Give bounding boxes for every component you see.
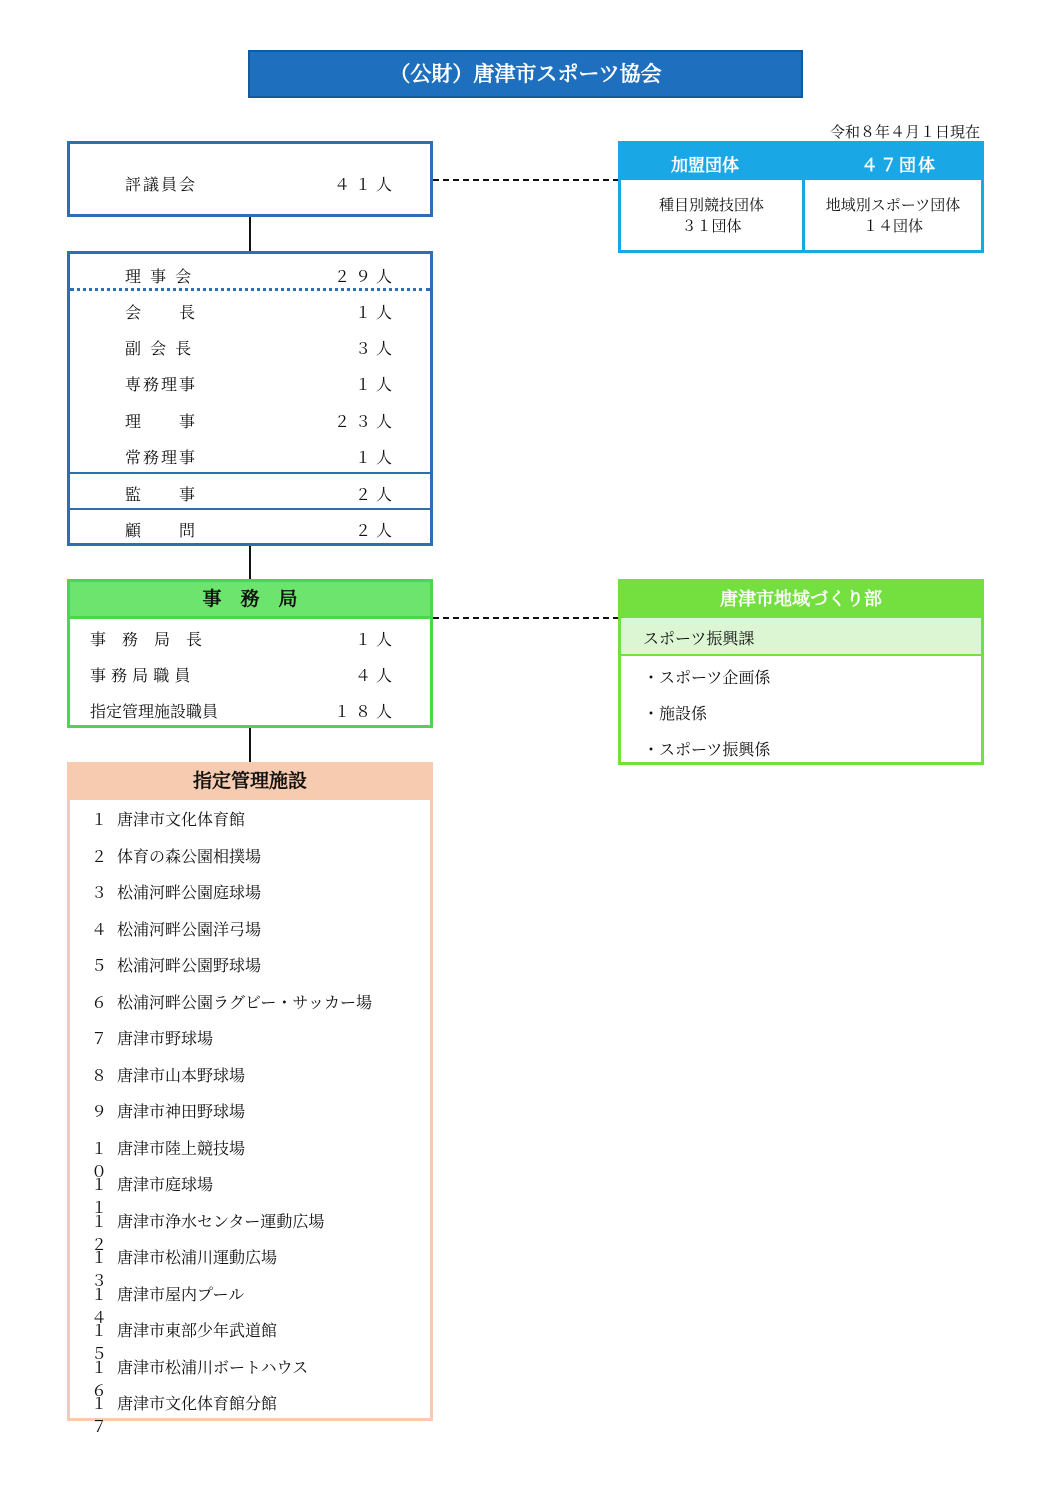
board-divider xyxy=(70,288,430,291)
secretariat-row-value: ４人 xyxy=(354,666,397,685)
facility-number: ６ xyxy=(90,992,110,1012)
facility-name: 松浦河畔公園ラグビー・サッカー場 xyxy=(117,992,373,1012)
member-orgs-header xyxy=(621,144,981,180)
as-of-date: 令和８年４月１日現在 xyxy=(829,123,980,141)
facility-number: １０ xyxy=(90,1138,110,1181)
facility-number: ３ xyxy=(90,883,110,902)
city-dept-box xyxy=(618,579,984,765)
city-dept-header: 唐津市地域づくり部 xyxy=(621,582,981,618)
facility-name: 唐津市陸上競技場 xyxy=(117,1138,246,1158)
board-row xyxy=(70,328,430,364)
auditor-label: 監 事 xyxy=(125,485,198,504)
facility-name: 唐津市文化体育館分館 xyxy=(117,1394,278,1413)
facility-item xyxy=(70,1202,430,1254)
secretariat-row-label: 事 務 局 長 xyxy=(90,630,203,649)
secretariat-row-value: １人 xyxy=(354,630,397,649)
facility-number: １４ xyxy=(90,1284,110,1327)
board-row-label: 常務理事 xyxy=(125,448,198,467)
facility-number: １７ xyxy=(90,1394,110,1436)
member-orgs-box xyxy=(618,141,984,253)
connector-dashed xyxy=(433,617,619,619)
facility-item xyxy=(70,1275,430,1327)
connector-line xyxy=(249,217,251,252)
secretariat-header: 事 務 局 xyxy=(67,579,433,619)
facility-item xyxy=(70,837,430,873)
facility-item xyxy=(70,983,430,1019)
auditor-value: ２人 xyxy=(354,485,397,504)
facility-number: １１ xyxy=(90,1175,110,1217)
member-orgs-cell-title: 地域別スポーツ団体 xyxy=(825,196,961,214)
council-value: ４１人 xyxy=(333,175,397,194)
secretariat-row-label: 指定管理施設職員 xyxy=(90,702,219,721)
board-box xyxy=(67,251,433,546)
facility-number: ２ xyxy=(90,846,110,866)
facility-name: 唐津市山本野球場 xyxy=(117,1065,246,1085)
facility-number: １２ xyxy=(90,1211,110,1254)
facility-name: 唐津市東部少年武道館 xyxy=(117,1321,278,1340)
board-row xyxy=(70,437,430,473)
board-header-value: ２９人 xyxy=(333,267,397,286)
city-dept-item: ・スポーツ企画係 xyxy=(643,668,771,687)
board-row xyxy=(70,401,430,437)
facility-name: 唐津市屋内プール xyxy=(117,1284,245,1304)
facility-number: ５ xyxy=(90,956,110,975)
facility-number: ８ xyxy=(90,1065,110,1085)
board-row xyxy=(70,364,430,400)
facility-item xyxy=(70,1129,430,1181)
board-row-label: 副 会 長 xyxy=(125,339,194,358)
facility-item xyxy=(70,1238,430,1290)
board-row-value: ２３人 xyxy=(333,412,397,431)
facility-name: 唐津市文化体育館 xyxy=(117,810,246,829)
auditor-row xyxy=(70,474,430,510)
facility-name: 唐津市松浦川ボートハウス xyxy=(117,1357,309,1377)
board-row-value: ３人 xyxy=(354,339,397,358)
facilities-header: 指定管理施設 xyxy=(67,762,433,800)
member-orgs-cell-title: 種目別競技団体 xyxy=(658,196,764,214)
council-box xyxy=(67,141,433,217)
connector-line xyxy=(249,728,251,762)
facility-name: 松浦河畔公園野球場 xyxy=(117,956,262,975)
facility-item xyxy=(70,1384,430,1436)
member-orgs-cell-sport xyxy=(621,180,805,250)
facility-item xyxy=(70,946,430,982)
facility-item xyxy=(70,910,430,946)
member-orgs-cell-count: ３１団体 xyxy=(681,217,742,235)
board-row-value: １人 xyxy=(354,448,397,467)
board-row-label: 会 長 xyxy=(125,303,198,322)
council-row xyxy=(70,164,430,200)
facility-number: ４ xyxy=(90,919,110,939)
facility-name: 唐津市浄水センター運動広場 xyxy=(117,1211,325,1231)
city-dept-section xyxy=(621,618,981,656)
member-orgs-cell-region xyxy=(805,180,981,250)
board-row-value: １人 xyxy=(354,303,397,322)
facility-name: 唐津市松浦川運動広場 xyxy=(117,1248,278,1267)
facility-number: １５ xyxy=(90,1321,110,1363)
connector-dashed xyxy=(433,179,619,181)
facility-number: １３ xyxy=(90,1248,110,1290)
board-row xyxy=(70,292,430,328)
facility-name: 唐津市庭球場 xyxy=(117,1175,214,1194)
facility-number: １ xyxy=(90,810,110,829)
secretariat-row xyxy=(70,655,430,691)
board-header-label: 理 事 会 xyxy=(125,267,194,286)
facility-name: 松浦河畔公園庭球場 xyxy=(117,883,262,902)
secretariat-row xyxy=(70,619,430,655)
advisor-label: 顧 問 xyxy=(125,521,198,540)
city-dept-item: ・スポーツ振興係 xyxy=(643,740,771,759)
page-title: （公財）唐津市スポーツ協会 xyxy=(248,50,803,98)
facility-item xyxy=(70,1056,430,1092)
facility-name: 唐津市野球場 xyxy=(117,1029,214,1048)
facility-item xyxy=(70,873,430,909)
facility-number: ７ xyxy=(90,1029,110,1048)
board-row-label: 専務理事 xyxy=(125,375,198,394)
facility-number: １６ xyxy=(90,1357,110,1400)
facilities-list xyxy=(67,800,433,1436)
secretariat-row-value: １８人 xyxy=(333,702,397,721)
member-orgs-title: 加盟団体 xyxy=(671,156,739,176)
facility-item xyxy=(70,1311,430,1363)
advisor-value: ２人 xyxy=(354,521,397,540)
city-dept-item: ・施設係 xyxy=(643,704,708,723)
member-orgs-cell-count: １４団体 xyxy=(862,217,923,235)
board-row-label: 理 事 xyxy=(125,412,198,431)
board-header-row xyxy=(70,256,430,292)
facility-name: 体育の森公園相撲場 xyxy=(117,846,262,866)
connector-line xyxy=(249,546,251,580)
board-row-value: １人 xyxy=(354,375,397,394)
facility-name: 松浦河畔公園洋弓場 xyxy=(117,919,262,939)
secretariat-row-label: 事 務 局 職 員 xyxy=(90,666,191,685)
facility-item xyxy=(70,1165,430,1217)
facility-item xyxy=(70,800,430,836)
facility-item xyxy=(70,1019,430,1055)
secretariat-box xyxy=(67,619,433,728)
secretariat-row xyxy=(70,691,430,727)
facility-item xyxy=(70,1092,430,1128)
facility-number: ９ xyxy=(90,1102,110,1121)
council-label: 評議員会 xyxy=(125,175,198,194)
advisor-row xyxy=(70,510,430,546)
facility-item xyxy=(70,1348,430,1400)
facility-name: 唐津市神田野球場 xyxy=(117,1102,246,1121)
city-dept-section-label: スポーツ振興課 xyxy=(643,629,755,648)
member-orgs-total: ４７団体 xyxy=(861,156,937,176)
